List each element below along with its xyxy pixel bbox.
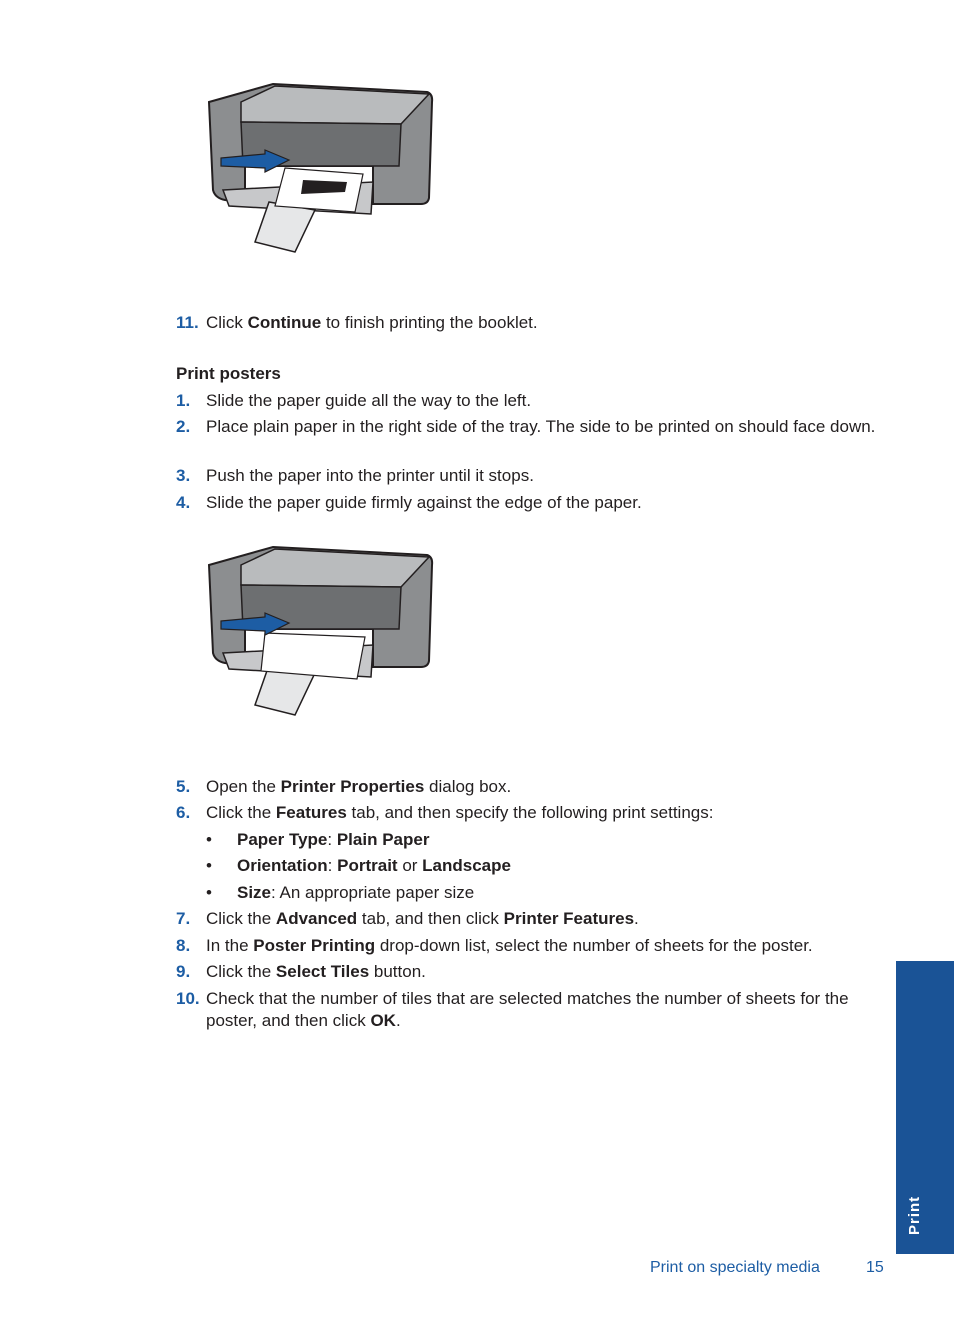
step-9-number: 9. bbox=[176, 962, 191, 981]
step-9-post: button. bbox=[369, 962, 426, 981]
bullet-2-sep: : bbox=[327, 856, 338, 875]
step-7-bold2: Printer Features bbox=[503, 909, 635, 928]
step-3-text: Push the paper into the printer until it stops. bbox=[206, 466, 534, 485]
step-11-number: 11. bbox=[176, 313, 199, 332]
step-7-bold: Advanced bbox=[275, 909, 358, 928]
step-1-text: Slide the paper guide all the way to the left. bbox=[206, 391, 532, 410]
step-7-number: 7. bbox=[176, 909, 191, 928]
step-11-post: to finish printing the booklet. bbox=[321, 313, 538, 332]
step-6-text bbox=[206, 802, 886, 824]
bullet-2-label: Orientation bbox=[237, 856, 328, 875]
step-9-text bbox=[206, 961, 886, 983]
bullet-3-text bbox=[237, 882, 474, 904]
bullet-2-marker: • bbox=[206, 856, 212, 875]
step-10-post: . bbox=[395, 1011, 401, 1030]
step-8-number: 8. bbox=[176, 936, 191, 955]
step-2-text: Place plain paper in the right side of the tray. The side to be printed on should face down. bbox=[206, 417, 876, 436]
bullet-3-post: : An appropriate paper size bbox=[271, 883, 475, 902]
step-6-bold: Features bbox=[275, 803, 347, 822]
step-8-text bbox=[206, 935, 886, 957]
step-11-pre: Click bbox=[206, 313, 248, 332]
step-6-number: 6. bbox=[176, 803, 191, 822]
bullet-1-text bbox=[237, 829, 429, 851]
step-7-mid: tab, and then click bbox=[357, 909, 504, 928]
bullet-2-value1: Portrait bbox=[337, 856, 398, 875]
bullet-1-value: Plain Paper bbox=[336, 830, 430, 849]
footer-page-number: 15 bbox=[866, 1259, 884, 1276]
chapter-side-tab-label: Print bbox=[906, 1195, 923, 1235]
footer-section-title: Print on specialty media bbox=[650, 1259, 820, 1276]
step-1-number: 1. bbox=[176, 391, 191, 410]
step-2-number: 2. bbox=[176, 417, 191, 436]
section-heading: Print posters bbox=[176, 364, 281, 383]
step-4-text: Slide the paper guide firmly against the edge of the paper. bbox=[206, 493, 642, 512]
step-8-pre: In the bbox=[206, 936, 254, 955]
bullet-3-label: Size bbox=[237, 883, 272, 902]
step-9-bold: Select Tiles bbox=[275, 962, 370, 981]
chapter-side-tab bbox=[896, 961, 954, 1254]
step-8-bold: Poster Printing bbox=[253, 936, 376, 955]
step-7-post: . bbox=[634, 909, 639, 928]
bullet-3-marker: • bbox=[206, 883, 212, 902]
step-7-pre: Click the bbox=[206, 909, 276, 928]
bullet-1-sep: : bbox=[327, 830, 337, 849]
bullet-2-value2: Landscape bbox=[422, 856, 511, 875]
step-11-bold: Continue bbox=[247, 313, 322, 332]
step-9-pre: Click the bbox=[206, 962, 276, 981]
step-8-post: drop-down list, select the number of sheets for the poster. bbox=[375, 936, 813, 955]
step-6-post: tab, and then specify the following print settings: bbox=[346, 803, 714, 822]
bullet-2-text bbox=[237, 855, 511, 877]
printer-illustration-booklet bbox=[205, 82, 437, 258]
step-7-text bbox=[206, 908, 886, 930]
bullet-1-marker: • bbox=[206, 830, 212, 849]
step-4-number: 4. bbox=[176, 493, 191, 512]
step-5-bold: Printer Properties bbox=[280, 777, 425, 796]
step-6-pre: Click the bbox=[206, 803, 276, 822]
step-10-pre: Check that the number of tiles that are selected matches the number of sheets for the poster, and then click bbox=[206, 989, 849, 1030]
step-5-pre: Open the bbox=[206, 777, 281, 796]
step-5-number: 5. bbox=[176, 777, 191, 796]
bullet-1-label: Paper Type bbox=[237, 830, 328, 849]
step-10-text bbox=[206, 988, 886, 1032]
step-11-text bbox=[206, 312, 886, 334]
step-10-number: 10. bbox=[176, 989, 200, 1008]
step-10-bold: OK bbox=[370, 1011, 396, 1030]
printer-illustration-poster bbox=[205, 545, 437, 721]
step-5-post: dialog box. bbox=[424, 777, 512, 796]
step-5-text bbox=[206, 776, 886, 798]
bullet-2-mid: or bbox=[397, 856, 423, 875]
step-3-number: 3. bbox=[176, 466, 191, 485]
